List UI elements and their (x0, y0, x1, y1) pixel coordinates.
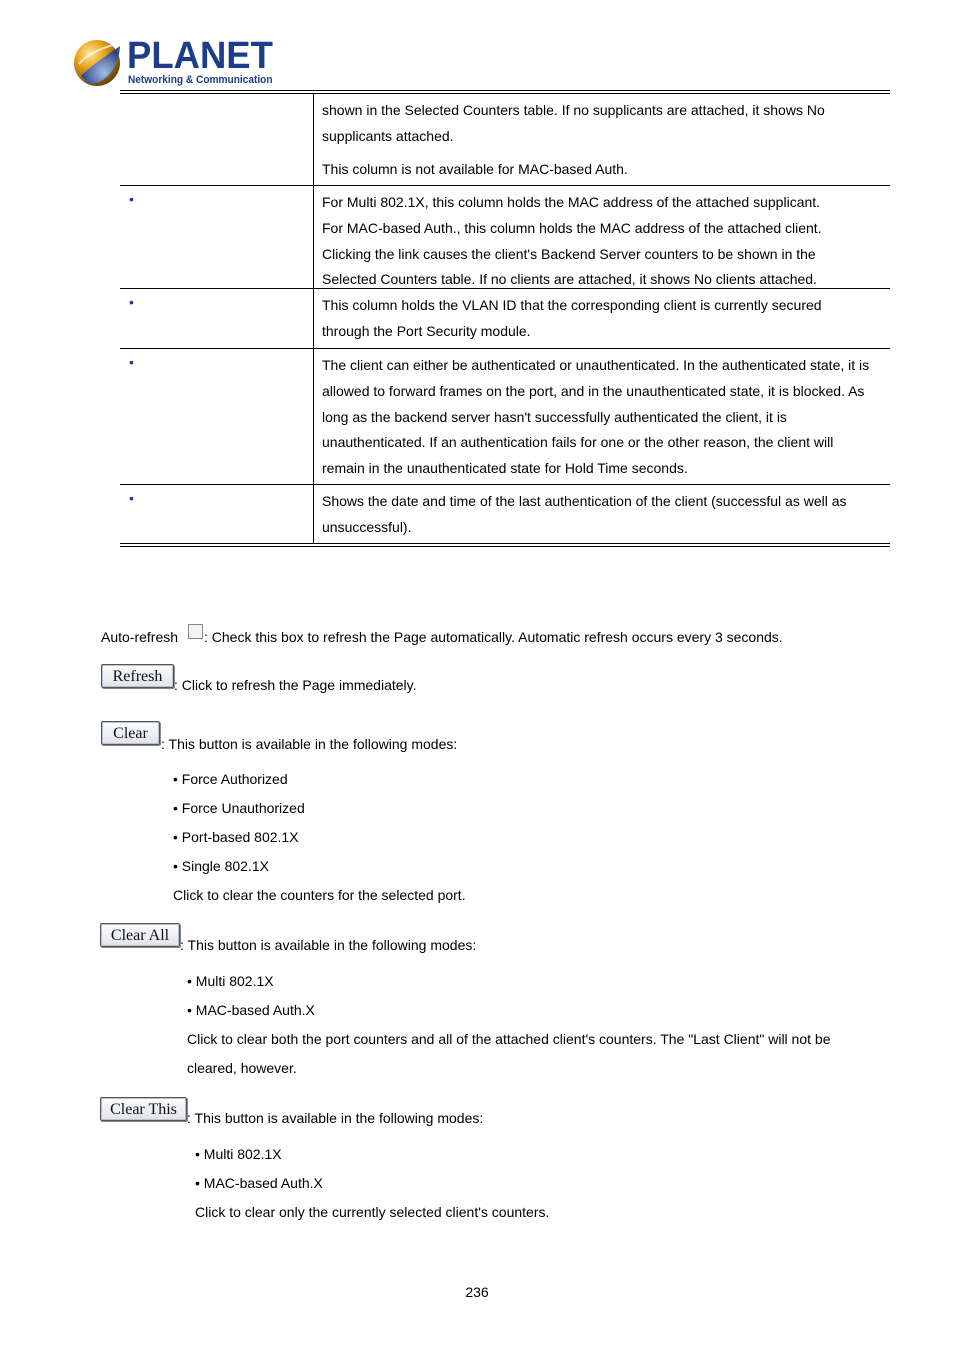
clear-this-note: Click to clear only the currently selected client's counters. (195, 1204, 550, 1220)
brand-name: PLANET (127, 35, 273, 77)
description-line: Clicking the link causes the client's Backend Server counters to be shown in the (322, 245, 816, 262)
table-row (120, 186, 890, 289)
description-line: unauthenticated. If an authentication fails for one or the other reason, the client will (322, 434, 834, 451)
clear-note: Click to clear the counters for the selected port. (173, 887, 466, 903)
table-bottom-rule (120, 546, 890, 547)
clear-mode-item: • Force Unauthorized (173, 800, 305, 816)
table-cell-term (120, 289, 314, 348)
table-cell-description (314, 186, 890, 297)
autorefresh-label: Auto-refresh (101, 629, 179, 645)
description-line: allowed to forward frames on the port, and in the unauthenticated state, it is blocked. As (322, 382, 865, 399)
clear-all-button[interactable]: Clear All (100, 923, 180, 947)
header-divider (120, 90, 890, 91)
clear-this-description: : This button is available in the following modes: (187, 1110, 484, 1126)
table-row (120, 349, 890, 485)
description-line: For MAC-based Auth., this column holds the MAC address of the attached client. (322, 219, 822, 236)
table-cell-term (120, 186, 314, 288)
brand-tagline: Networking & Communication (128, 74, 273, 86)
description-line: The client can either be authenticated or unauthenticated. In the authenticated state, it is (322, 357, 870, 373)
description-table (120, 94, 890, 547)
clear-this-button[interactable]: Clear This (100, 1097, 187, 1121)
planet-logo (73, 36, 273, 90)
bullet-icon: • (129, 191, 134, 207)
description-line: shown in the Selected Counters table. If no supplicants are attached, it shows No (322, 102, 825, 118)
table-cell-description (314, 349, 890, 486)
description-line: through the Port Security module. (322, 322, 531, 339)
table-cell-term (120, 349, 314, 484)
clear-mode-item: • Port-based 802.1X (173, 829, 299, 845)
description-line: Selected Counters table. If no clients are attached, it shows No clients attached. (322, 271, 817, 288)
description-line: This column holds the VLAN ID that the corresponding client is currently secured (322, 297, 822, 313)
clear-this-mode-item: • MAC-based Auth.X (195, 1175, 323, 1191)
bullet-icon: • (129, 354, 134, 370)
description-line: Shows the date and time of the last authentication of the client (successful as well as (322, 493, 847, 509)
description-line: long as the backend server hasn't successfully authenticated the client, it is (322, 408, 787, 425)
description-note: This column is not available for MAC-based Auth. (322, 160, 628, 177)
table-cell-term (120, 485, 314, 543)
clear-this-mode-item: • Multi 802.1X (195, 1146, 282, 1162)
table-row (120, 485, 890, 544)
autorefresh-description: : Check this box to refresh the Page automatically. Automatic refresh occurs every 3 seconds. (204, 629, 783, 645)
page-number: 236 (465, 1284, 489, 1300)
description-line: unsuccessful). (322, 518, 412, 535)
description-line: remain in the unauthenticated state for Hold Time seconds. (322, 460, 688, 477)
clear-all-note: cleared, however. (187, 1060, 297, 1076)
clear-all-mode-item: • Multi 802.1X (187, 973, 274, 989)
bullet-icon: • (129, 490, 134, 506)
description-line: supplicants attached. (322, 127, 454, 144)
table-cell-term (120, 94, 314, 185)
clear-description: : This button is available in the following modes: (161, 736, 458, 752)
autorefresh-checkbox[interactable] (188, 624, 203, 639)
table-cell-description (314, 485, 890, 545)
globe-icon (73, 36, 125, 88)
clear-all-description: : This button is available in the following modes: (180, 937, 477, 953)
description-line: For Multi 802.1X, this column holds the MAC address of the attached supplicant. (322, 194, 821, 210)
table-cell-description (314, 94, 890, 186)
clear-button[interactable]: Clear (101, 721, 160, 745)
clear-all-mode-item: • MAC-based Auth.X (187, 1002, 315, 1018)
bullet-icon: • (129, 294, 134, 310)
table-row (120, 94, 890, 186)
clear-mode-item: • Force Authorized (173, 771, 288, 787)
clear-all-note: Click to clear both the port counters and all of the attached client's counters. The "Last Client" will not be (187, 1031, 831, 1047)
refresh-button[interactable]: Refresh (101, 664, 174, 688)
clear-mode-item: • Single 802.1X (173, 858, 269, 874)
refresh-description: : Click to refresh the Page immediately. (174, 677, 417, 693)
table-cell-description (314, 289, 890, 349)
table-row (120, 289, 890, 349)
